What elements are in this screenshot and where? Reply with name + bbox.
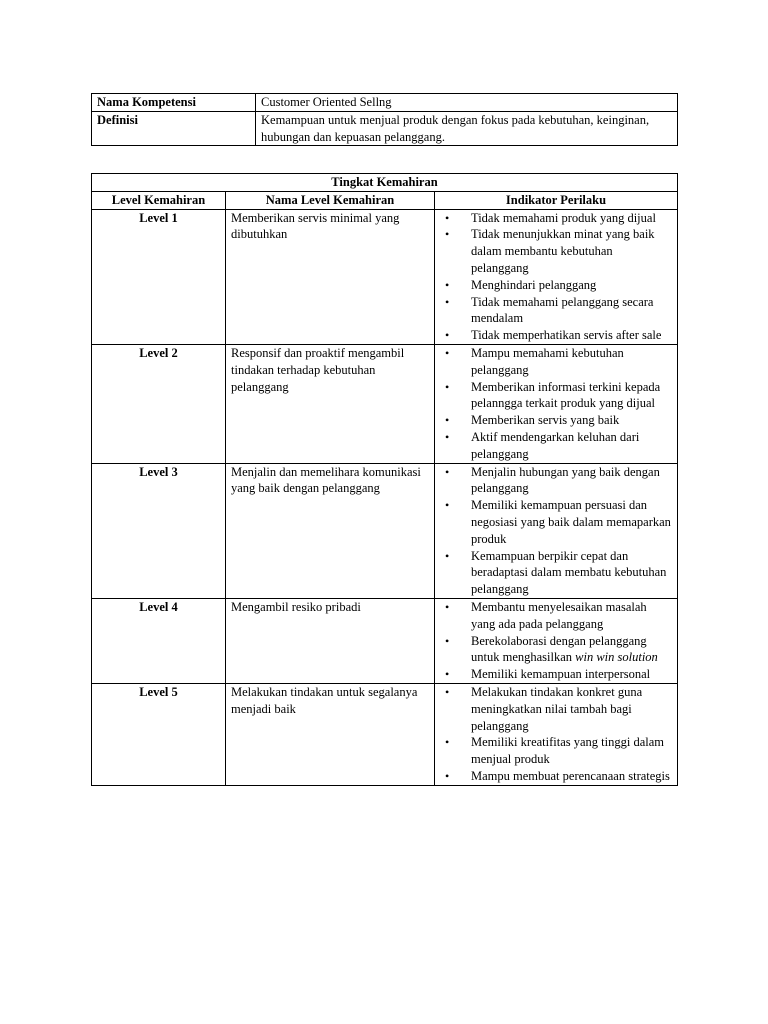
indicator-list <box>445 464 673 598</box>
indicator-item: • Memiliki kreatifitas yang tinggi dalam menjual produk <box>445 734 673 768</box>
indicator-item: • Memberikan informasi terkini kepada pelanngga terkait produk yang dijual <box>445 379 673 413</box>
competency-name-label: Nama Kompetensi <box>92 94 256 112</box>
indicator-text: Berekolaborasi dengan pelanggang untuk menghasilkan <box>471 633 647 665</box>
level-cell: Level 2 <box>92 344 226 463</box>
level-cell: Level 4 <box>92 598 226 683</box>
definition-row <box>92 111 678 146</box>
indicator-item: • Membantu menyelesaikan masalah yang ada pada pelanggang <box>445 599 673 633</box>
indicator-cell <box>435 683 678 785</box>
competency-info-table <box>91 93 678 146</box>
level-cell: Level 5 <box>92 683 226 785</box>
table-title: Tingkat Kemahiran <box>92 174 678 192</box>
table-header-row <box>92 191 678 209</box>
table-title-row <box>92 174 678 192</box>
level-name-cell: Memberikan servis minimal yang dibutuhkan <box>226 209 435 344</box>
definition-label: Definisi <box>92 111 256 146</box>
level-name-cell: Menjalin dan memelihara komunikasi yang baik dengan pelanggang <box>226 463 435 598</box>
level-name-cell: Responsif dan proaktif mengambil tindakan terhadap kebutuhan pelanggang <box>226 344 435 463</box>
indicator-item: • Mampu memahami kebutuhan pelanggang <box>445 345 673 379</box>
indicator-item: • Menjalin hubungan yang baik dengan pelanggang <box>445 464 673 498</box>
competency-name-value: Customer Oriented Sellng <box>256 94 678 112</box>
level-cell: Level 3 <box>92 463 226 598</box>
indicator-item: • Tidak memperhatikan servis after sale <box>445 327 673 344</box>
indicator-item: • Aktif mendengarkan keluhan dari pelanggang <box>445 429 673 463</box>
column-header-indicators: Indikator Perilaku <box>435 191 678 209</box>
indicator-item: • Menghindari pelanggang <box>445 277 673 294</box>
indicator-italic-phrase: win win solution <box>575 650 658 665</box>
competency-name-row <box>92 94 678 112</box>
indicator-list <box>445 210 673 344</box>
indicator-item: • Kemampuan berpikir cepat dan beradaptasi dalam membatu kebutuhan pelanggang <box>445 548 673 598</box>
indicator-item: • Mampu membuat perencanaan strategis <box>445 768 673 785</box>
column-header-level-name: Nama Level Kemahiran <box>226 191 435 209</box>
indicator-item: • Memberikan servis yang baik <box>445 412 673 429</box>
indicator-cell <box>435 598 678 683</box>
table-row <box>92 683 678 785</box>
indicator-item: • Tidak memahami produk yang dijual <box>445 210 673 227</box>
table-row <box>92 344 678 463</box>
indicator-list <box>445 599 673 683</box>
table-row <box>92 209 678 344</box>
indicator-cell <box>435 209 678 344</box>
indicator-item: • Melakukan tindakan konkret guna meningkatkan nilai tambah bagi pelanggang <box>445 684 673 734</box>
table-row <box>92 598 678 683</box>
column-header-level: Level Kemahiran <box>92 191 226 209</box>
indicator-item <box>445 633 673 667</box>
indicator-item: • Memiliki kemampuan persuasi dan negosiasi yang baik dalam memaparkan produk <box>445 497 673 547</box>
level-name-cell: Mengambil resiko pribadi <box>226 598 435 683</box>
table-row <box>92 463 678 598</box>
indicator-item: • Memiliki kemampuan interpersonal <box>445 666 673 683</box>
indicator-cell <box>435 344 678 463</box>
indicator-list <box>445 684 673 785</box>
level-name-cell: Melakukan tindakan untuk segalanya menjadi baik <box>226 683 435 785</box>
level-cell: Level 1 <box>92 209 226 344</box>
indicator-item: • Tidak menunjukkan minat yang baik dalam membantu kebutuhan pelanggang <box>445 226 673 276</box>
indicator-list <box>445 345 673 463</box>
proficiency-level-table <box>91 173 678 786</box>
definition-value: Kemampuan untuk menjual produk dengan fokus pada kebutuhan, keinginan, hubungan dan kepuasan pelanggang. <box>256 111 678 146</box>
indicator-item: • Tidak memahami pelanggang secara mendalam <box>445 294 673 328</box>
indicator-cell <box>435 463 678 598</box>
